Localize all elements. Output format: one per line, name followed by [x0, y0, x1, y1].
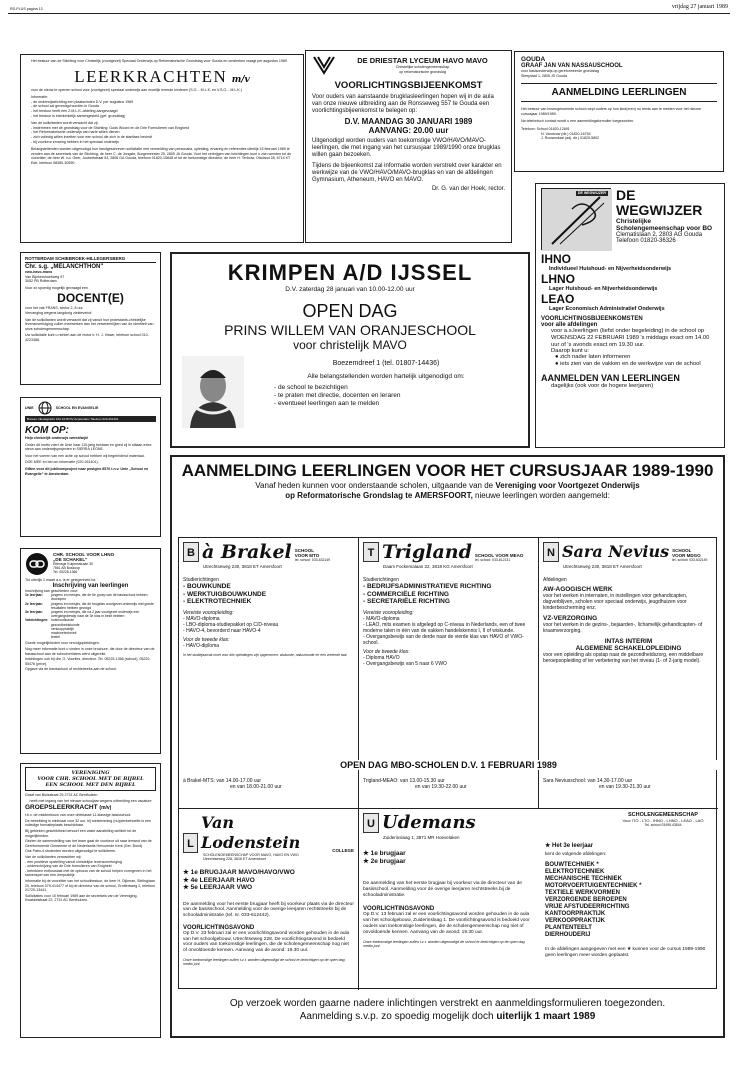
- schakel-p3: Nog meer informatie kunt u vinden in onze brochure, die door de directeur van de basisschool aan de schoolverlaters werd uitgereikt.: [25, 647, 155, 656]
- wegwijzer-s1d: Individueel Huishoud- en Nijverheidsonderwijs: [549, 266, 672, 272]
- unie-header: [25, 401, 156, 415]
- aanmelding-subtitle: [172, 481, 723, 501]
- vereniging-logo: [25, 767, 156, 791]
- trigland-sr: Studierichtingen: [363, 577, 399, 583]
- brakel-name: à Brakel: [202, 541, 292, 563]
- leerkrachten-req-list: [31, 126, 293, 144]
- udemans-name: Udemans: [382, 812, 476, 833]
- krimpen-sub: voor christelijk MAVO: [293, 338, 407, 352]
- vereniging-p4: Bij gebleken geschiktheid behoort een vaste aanstelling wellicht tot de mogelijkheden.: [25, 828, 137, 838]
- udemans-tag2: Voor ITO - LTO - IHNO - LHNO - LEAO - LAO: [622, 818, 704, 823]
- aanmelding-sub-b: Vereniging voor Voortgezet Onderwijs: [495, 481, 640, 490]
- list-item: - het bestuur is interkerkelijk samengesteld (gef. grondslag): [31, 114, 293, 119]
- driestar-sub2: op reformatorische grondslag: [399, 69, 446, 74]
- leerkrachten-sub: voor de nieuw te openen school voor (voortgezet) speciaal onderwijs aan moeilijk lerende kinderen (S.O. - M.L.K. en V.S.O. - M.L.K.): [31, 87, 243, 92]
- brakel-od-times: [183, 778, 282, 790]
- nevius-name: Sara Nevius: [562, 542, 670, 561]
- list-item: ★ 1e BRUGJAAR MAVO/HAVO/VWO: [183, 869, 354, 877]
- schakel-row-4: [25, 618, 156, 639]
- vereniging-p9: Sollicitaties voor 10 februari 1989 aan de secretaris van de Vereniging, Kwakkelstraat 22, 2731 AC Benthuizen.: [25, 893, 138, 903]
- gouda-p2: Na telefonisch contact wordt u een aanmeldingsformulier toegezonden.: [521, 119, 635, 124]
- nevius-a4d: voor een opleiding als opstap naar de gezondheidszorg, een middelbare beroepsopleiding of ter verbetering van het niveau (1- of 2-jarig model).: [543, 652, 704, 664]
- wegwijzer-b2: iets zien van de vakken en de werkwijze van de school: [560, 361, 701, 368]
- brakel-tag2: VOOR MTO: [294, 553, 320, 558]
- wegwijzer-vb2: voor alle afdelingen: [541, 322, 598, 328]
- gouda-tel3: J. Roosendaal (adj. dir.) 01820-5802: [541, 136, 600, 141]
- list-item: BOUWTECHNIEK *: [545, 862, 599, 868]
- krimpen-date: D.V. zaterdag 28 januari van 10.00-12.00 uur: [285, 286, 415, 293]
- schakel-row-3: [25, 610, 156, 618]
- ad-melanchthon: [20, 252, 161, 385]
- schakel-r1v: jongens en meisjes, die de 6e groep van de basisschool hebben doorlopen: [51, 593, 148, 602]
- list-item: - bij voorkeur ervaring hebben in het speciaal onderwijs: [31, 140, 293, 145]
- schakel-r4d: machinetechniek: [51, 631, 77, 636]
- schakel-p5: Opgave via de basisschool of rechtstreeks aan de school.: [25, 667, 117, 672]
- ad-gouda: [514, 51, 724, 172]
- udemans-addr: Zuiderinslaag 1, 3871 MR Hoevelaken: [383, 835, 460, 840]
- aanmelding-schools-frame: [178, 537, 717, 989]
- driestar-p1: Voor ouders van aanstaande brugklasleerlingen hopen wij in de aula van onze nieuwe uitbreiding aan de Ronsseweg 557 te Gouda een voorlichtingsbijeenkomst te belegen op:: [312, 94, 494, 114]
- trigland-tk-items: [363, 655, 534, 667]
- driestar-logo-icon: [312, 55, 336, 75]
- melanchthon-rule: [25, 262, 156, 263]
- lodenstein-header: [183, 813, 354, 853]
- wegwijzer-header: [541, 188, 719, 250]
- third-items: [545, 862, 712, 939]
- krimpen-school: PRINS WILLEM VAN ORANJESCHOOL: [224, 322, 476, 338]
- list-item: - SECRETARIËLE RICHTING: [363, 598, 534, 606]
- vereniging-p3: De betrekking is minimaal voor 32 uur, bij toestemming (nu)plenbehoefte is een volledige formatieplaats beschikbaar.: [25, 818, 152, 828]
- wegwijzer-s3d: Lager Economisch Administratief Onderwijs: [549, 306, 665, 312]
- third-note: In de afdelingen aangegeven met een ★ kunnen voor de cursus 1989-1990 geen leerlingen meer worden geplaatst.: [545, 947, 706, 958]
- nevius-header: [543, 542, 714, 562]
- udemans-logo-icon: U: [363, 813, 379, 833]
- gouda-sub2: Sleepstad 1, 2805 JS Gouda: [521, 73, 567, 78]
- page-header-left: RD-PLUS pagina 13: [10, 7, 43, 11]
- lodenstein-p3: Onze toekomstige leerlingen zullen t.z.t. worden uitgenodigd de school te bezichtigen op de open dag medio juni.: [183, 958, 345, 967]
- vereniging-req-list: [25, 860, 156, 878]
- melanchthon-p1: Voor zo spoedig mogelijk gevraagd een: [25, 285, 88, 290]
- vereniging-l3: EEN SCHOOL MET DEN BIJBEL: [45, 782, 136, 788]
- aanmelding-footer2b: uiterlijk 1 maart 1989: [496, 1011, 596, 1022]
- leerkrachten-info-head: Informatie:: [31, 95, 48, 100]
- list-item: ★ 4e LEERJAAR HAVO: [183, 877, 354, 885]
- list-item: - LBO-diploma-studiepakket op C/D-niveau: [183, 622, 354, 628]
- unie-p1: Onder dit motto voert de Unie haar 110-jarig bestaan en goed zij in stilaan extra steun aan onderwijsprojecten in SIERRA LEONE.: [25, 442, 152, 452]
- third-sub: kent de volgende afdelingen:: [545, 852, 607, 857]
- nevius-od: Sara Neviusschool: van 14.30-17.00 uur: [543, 778, 633, 784]
- driestar-name: DE DRIESTAR LYCEUM HAVO MAVO: [357, 55, 488, 65]
- krimpen-od: OPEN DAG: [302, 301, 398, 321]
- schakel-addr2: 7861 AB Boskoop: [53, 566, 80, 570]
- udemans-tel: Tel. school 03495-43844: [644, 823, 682, 827]
- lodenstein-items: [183, 869, 354, 892]
- list-item: ★ 2e brugjaar: [363, 858, 535, 866]
- gouda-sub1: voor basisonderwijs op gereformeerde grondslag: [521, 69, 599, 73]
- chain-link-icon: [25, 552, 49, 576]
- lodenstein-p1: De aanmelding voor het eerste brugjaar heeft bij voorkeur plaats via de directeur van de basisschool. Aanmelding voor de overige leerjaren rechtstreeks bij de schooladministratie (tel. nr. 033-612442).: [183, 901, 354, 919]
- wegwijzer-tel: Telefoon 01820-36326: [616, 238, 676, 244]
- wegwijzer-bullet-1: ● zich nader laten informeren: [555, 354, 631, 361]
- ad-krimpen: [170, 252, 530, 448]
- schakel-r4k: Vakrichtingen:: [25, 618, 49, 623]
- lodenstein-name: Van Lodenstein: [201, 813, 301, 852]
- trigland-tel: tel. school: 033-612131: [474, 558, 511, 562]
- trigland-od2: en van 19.30-22.00 uur: [415, 784, 467, 790]
- nevius-tag2: VOOR MDGO: [672, 553, 701, 558]
- ad-schakel: [20, 548, 161, 754]
- wegwijzer-aanm2: dagelijks (ook voor de hogere leerjaren): [551, 382, 654, 389]
- gouda-p1: Het bestuur van bovengenoemde school roept ouders op hun kind(eren) nu reeds aan te melden voor het nieuwe cursusjaar 1989/1989.: [521, 107, 702, 116]
- list-item: TEXTIELE WERKVORMEN: [545, 890, 621, 896]
- aanmelding-title: AANMELDING LEERLINGEN VOOR HET CURSUSJAAR 1989-1990: [181, 461, 714, 480]
- krimpen-items: [254, 384, 518, 408]
- list-item: - MAVO-diploma: [183, 616, 354, 622]
- wegwijzer-b1: zich nader laten informeren: [560, 354, 631, 361]
- list-item: VERKOOPPRAKTIJK: [545, 918, 606, 924]
- leerkrachten-title: LEERKRACHTEN: [74, 66, 228, 86]
- krimpen-invite: Alle belangstellenden worden hartelijk uitgenodigd om:: [307, 373, 465, 380]
- leerkrachten-heading: [31, 67, 293, 87]
- ad-unie: [20, 397, 161, 537]
- schakel-p1: Inschrijving kan geschieden voor:: [25, 588, 79, 593]
- wegwijzer-sub2: Scholengemeenschap voor BO: [616, 225, 713, 232]
- brakel-tel: tel. school: 033-632149: [294, 558, 331, 562]
- vereniging-p8: Informatie bij de voorzitter van het schoolbestuur, de heer H. Dijkman, Stirlinglaan 20, telefoon 079-414477 of bij de directeur van de school, Gruttersweg 2, telefoon 01720-13441.: [25, 878, 156, 893]
- list-item: - de school zal gevestigd worden in Gouda: [31, 104, 293, 109]
- portrait-engraving-icon: [182, 356, 244, 428]
- udemans-tag: SCHOLENGEMEENSCHAP: [628, 812, 698, 818]
- vereniging-p1: heeft met ingang van het nieuwe schooljaar wegens uitbreiding een vacature: [29, 798, 152, 803]
- wegwijzer-bullet-2: ● iets zien van de vakken en de werkwijze van de school: [555, 361, 701, 368]
- aanmelding-footer2a: Aanmelding s.v.p. zo spoedig mogelijk doch: [299, 1011, 494, 1022]
- schakel-r2v: jongens en meisjes, die de brugklas voortgezet onderwijs met goede resultaten hebben gevolgd: [51, 601, 154, 610]
- trigland-logo-icon: T: [363, 542, 379, 562]
- aanmelding-sub2: op Reformatorische Grondslag te: [285, 491, 413, 500]
- brakel-note: In het studiejaarvak moet voor alle opleidingen zijn opgenomen: wiskunde, natuurkunde en een vreemde taal.: [183, 652, 348, 657]
- list-item: DIERHOUDERIJ: [545, 932, 591, 938]
- trigland-addr: Daam Fockemalaan 22, 3818 KG Amersfoort: [383, 564, 473, 569]
- gouda-tel2: N. Vandouw (dir.) 01820-16754: [541, 131, 591, 136]
- list-item: - onderschrijving van de Drie formulieren van Enigheid: [25, 864, 156, 869]
- schakel-title: Inschrijving van leerlingen: [52, 582, 129, 589]
- list-item: - instemmen met de grondslag voor de Stichting: Gods Woord en de Drie Formulieren van Enigheid: [31, 126, 293, 131]
- gouda-title: AANMELDING LEERLINGEN: [521, 83, 717, 102]
- header-rule: [8, 13, 730, 14]
- aanmelding-sub3: nieuwe leerlingen worden aangemeld:: [475, 491, 610, 500]
- nevius-a1d: voor het werken in internaten, in instellingen voor gehandicapten, dagverblijven, scholen voor speciaal onderwijs, jeugdhuizen voor kinderbescherming enz.: [543, 593, 688, 611]
- nevius-a1: AW-AGOGISCH WERK: [543, 586, 613, 593]
- melanchthon-addr1: Van Bijnkershoekweg 97: [25, 274, 65, 279]
- trigland-items: [363, 583, 534, 606]
- trigland-vk: Vereiste vooropleiding:: [363, 609, 414, 616]
- unie-sub: Help christelijk onderwijs wereldwijd: [25, 436, 88, 440]
- aanmelding-footer: [172, 997, 723, 1023]
- brakel-tk: Voor de tweede klas:: [183, 636, 230, 643]
- aanmelding-od-title: OPEN DAG MBO-SCHOLEN D.V. 1 FEBRUARI 1989: [179, 760, 718, 770]
- melanchthon-title: DOCENT(E): [57, 291, 124, 306]
- ad-aanmelding: [170, 455, 725, 1038]
- list-item: - LEAO, mits examen is afgelegd op C-niveau in Nederlands, een of twee moderne talen in één van de vakken handelskennis I, II of wiskunde.: [363, 622, 534, 634]
- wegwijzer-addr: Clematislaan 2, 2803 AG Gouda: [616, 232, 703, 238]
- list-item: - een positieve opstelling vanuit christelijke levensovertuiging: [25, 860, 156, 865]
- list-item: KANTOORPRAKTIJK: [545, 911, 606, 917]
- schakel-r4c: verkooppraktijk: [51, 626, 74, 631]
- lodenstein-p2: Op D.V. 23 februari zal er een voorlichtingsavond worden gehouden in de aula van het schoolgebouw, Utrechtseweg 228. De voorlichtingsavond is bedoeld voor ouders van toekomstige leerlingen, die de scholengemeenschap nog niet of onvoldoende kennen. Aanvang van de avond: 19.30 uur.: [183, 930, 350, 954]
- schakel-p2: Goede mogelijkheden voor vervolgopleidingen.: [25, 641, 100, 646]
- udemans-items: [363, 850, 535, 865]
- signpost-icon: [542, 189, 612, 251]
- vereniging-p6: Ook Pabo-4 studenten worden uitgenodigd te solliciteren.: [25, 849, 117, 854]
- nevius-tel: tel. school: 033-632149: [672, 558, 708, 562]
- list-item: ★ 1e brugjaar: [363, 850, 535, 858]
- list-item: - Overgangsbewijs van 5 naar 6 VWO: [363, 661, 534, 667]
- vereniging-l2: VOOR CHR. SCHOOL MET DE BIJBEL: [37, 776, 144, 782]
- page-header-date: vrijdag 27 januari 1989: [671, 4, 728, 10]
- unie-name1: UNIE: [25, 405, 34, 410]
- list-item: PLANTENTEELT: [545, 925, 592, 931]
- schakel-addr1: Ettensge Kuipersstraan 30: [53, 562, 93, 566]
- wegwijzer-s3: LEAO: [541, 292, 575, 306]
- wegwijzer-vb: VOORLICHTINGSBIJEENKOMSTEN: [541, 316, 643, 322]
- ad-leerkrachten: [20, 54, 304, 243]
- udemans-vl: VOORLICHTINGSAVOND: [363, 906, 435, 913]
- udemans-p1: De aanmelding van het eerste brugjaar bij voorkeur via de directeur van de basisschool. Aanmelding voor de overige leerjaren rechtstreeks bij de schooladministratie.: [363, 881, 522, 898]
- lodenstein-addr: Utrechtseweg 228, 3818 ET Amersfoort: [203, 857, 266, 861]
- melanchthon-sub: vwo-havo-mavo: [25, 270, 53, 274]
- vereniging-heading: [25, 804, 156, 811]
- udemans-p3: Onze toekomstige leerlingen zullen t.z.t. worden uitgenodigd de school te bezichtigen op de open dag medio juni.: [363, 939, 525, 948]
- driestar-p2: Uitgenodigd worden ouders van toekomstige VWO/HAVO/MAVO-leerlingen, die met ingang van het cursusjaar 1989/1990 onze brugklas willen gaan bezoeken.: [312, 138, 501, 158]
- schakel-r4e: textiel: [51, 635, 60, 640]
- krimpen-title: KRIMPEN A/D IJSSEL: [227, 260, 473, 285]
- schakel-r3k: 3e leerjaar:: [25, 610, 43, 614]
- trigland-vk-items: [363, 616, 534, 646]
- brakel-od: à Brakel-MTS: van 14.00-17.00 uur: [183, 778, 262, 784]
- list-item: - HAVO-4, bevorderd naar HAVO-4: [183, 628, 354, 634]
- melanchthon-p2: voor het vak FRANS, sector 2, 8 uur.: [25, 306, 84, 311]
- wegwijzer-s2d: Lager Huishoud- en Nijverheidsonderwijs: [549, 286, 658, 292]
- trigland-header: [363, 542, 534, 562]
- list-item: - Diploma HAVO: [363, 655, 534, 661]
- schakel-r4b: gezondheidskunde: [51, 622, 80, 627]
- globe-icon: [37, 401, 53, 415]
- unie-p3: DOE MEE en bel om informatie (020-261401).: [25, 460, 99, 465]
- third-head-text: Het 3e leerjaar: [552, 843, 594, 849]
- unie-p2: Voor het voeren van een actie op school hebben wij begeleidend materiaal.: [25, 453, 145, 458]
- list-item: - betrokken enthousiast met de opbouw van de school helpen vormgeven in het samenspel van een leerpraktijk: [25, 869, 156, 878]
- leerkrachten-intro: Het bestuur van de Stichting voor Christelijk (voortgezet) Speciaal Onderwijs op Reformatorische Grondslag voor Gouda en omstreken vraagt per augustus 1989: [31, 59, 287, 63]
- lodenstein-logo-icon: L: [183, 833, 198, 853]
- nevius-a2d: voor het werken in de gezins-, bejaarden-, lichamelijk gehandicapten- of kraamverzorging.: [543, 622, 703, 634]
- trigland-tk: Voor de tweede klas:: [363, 648, 410, 655]
- brakel-tag1: SCHOOL: [294, 548, 315, 553]
- wegwijzer-p1: voor a.s.leerlingen (liefst onder begeleiding) in de school op WOENSDAG 22 FEBRUARI 1989 's middags exact om 14.00 uur of 's avonds exact om 19.30 uur.: [551, 328, 710, 348]
- aanmelding-footer1: Op verzoek worden gaarne nadere inlichtingen verstrekt en aanmeldingsformulieren toegezonden.: [229, 998, 666, 1009]
- trigland-tag: SCHOOL VOOR MEAO: [474, 553, 524, 558]
- aanmelding-city: AMERSFOORT,: [414, 491, 473, 500]
- wegwijzer-s1: IHNO: [541, 252, 571, 266]
- melanchthon-p5: Uw sollicitatie kunt u richten aan de rector ir. H. J. Visser, telefoon school 010-4223388.: [25, 333, 149, 342]
- schakel-r1k: 1e leerjaar:: [25, 593, 43, 598]
- leerkrachten-req-head: Van de sollicitanten wordt verwacht dat zij:: [31, 121, 99, 126]
- udemans-third-year: [539, 838, 718, 990]
- unie-name2: SCHOOL EN EVANGELIE: [55, 405, 99, 410]
- leerkrachten-mv: m/v: [231, 74, 250, 85]
- third-head: ★ Het 3e leerjaar: [545, 843, 594, 849]
- nevius-logo-icon: N: [543, 542, 559, 562]
- list-item: - de school te bezichtigen: [274, 384, 518, 392]
- vereniging-mv: (m/v): [99, 805, 112, 812]
- unie-addr: Bureau: Nieuwgracht 16A 1018 DV Amsterdam Telefoon 020-261401: [25, 416, 156, 422]
- gouda-school: GRAAF JAN VAN NASSAUSCHOOL: [521, 63, 623, 69]
- wegwijzer-name: DE WEGWIJZER: [616, 187, 703, 218]
- ad-vereniging: [20, 763, 161, 1038]
- wegwijzer-banner: DE WEGWIJZER: [577, 191, 606, 195]
- ad-driestar: [305, 50, 512, 243]
- list-item: - ELEKTROTECHNIEK: [183, 598, 354, 606]
- lodenstein-sub: SCHOLENGEMEENSCHAP VOOR MAVO, HAVO EN VWO: [203, 853, 299, 857]
- trigland-od-times: [363, 778, 467, 790]
- melanchthon-p3: Vervanging wegens langdurig ziekteverlof.: [25, 310, 93, 315]
- list-item: - de onderwijsstichting een plaatsvinden D.V. per augustus 1989: [31, 100, 293, 105]
- leerkrachten-footer: Belangstellenden worden uitgenodigd hun handgeschreven sollicitatie met vermelding van personalia, opleiding, ervaring en referenties uiterlijk 15 februari 1989 te zenden aan de secretaris van de Stichting, de heer C. de Jongste, Burgemeester 25, 2805 JA Gouda. Voor het verkrijgen van inlichtingen kunt u zich wenden tot de voorzitter, de heer W. v.d. Geer, Joubertstraat 53, 2806 GA Gouda, telefoon 01820-15848 of tot de toekomstige directeur, de heer H. Terlouw, Ottoland 28, 6714 KT Ede, telefoon 08380-30590.: [31, 147, 292, 165]
- melanchthon-p4: Van de sollicitanten wordt verwacht dat zij vanuit hun protestants-christelijke levensovertuiging zullen meewerken aan het verwezenlijken van de identiteit van onze scholengemeenschap.: [25, 317, 154, 331]
- list-item: - Overgangsbewijs van de derde naar de vierde klas van HAVO of VWO-school.: [363, 634, 534, 646]
- schakel-p0: Tot uiterlijk 1 maart a.s. is er gelegenheid tot: [25, 578, 96, 582]
- melanchthon-head: ROTTERDAM SCHIEBROEK-HILLEGERSBERG: [25, 256, 126, 261]
- melanchthon-addr2: 3052 PB Rotterdam: [25, 279, 57, 284]
- list-item: - HAVO-diploma: [183, 643, 354, 649]
- driestar-header: [312, 55, 505, 75]
- list-item: - het bestuur heeft een Z.M.L.K.-afdeling aangevraagd: [31, 109, 293, 114]
- list-item: ELEKTROTECHNIEK: [545, 869, 605, 875]
- wegwijzer-sub1: Christelijke: [616, 218, 652, 225]
- wegwijzer-logo: [541, 188, 611, 250]
- list-item: MOTORVOERTUIGENTECHNIEK *: [545, 883, 642, 889]
- list-item: - WERKTUIGBOUWKUNDE: [183, 591, 354, 599]
- gouda-tel: Telefoon: School 01820-12691: [521, 126, 570, 131]
- driestar-p3: Tijdens de bijeenkomst zal informatie worden verstrekt over karakter en werkwijze van de VWO/HAVO/MAVO-brugklas en van de afdelingen Gymnasium, Atheneum, HAVO en MAVO.: [312, 163, 502, 183]
- schakel-r2k: 2e leerjaar:: [25, 601, 43, 606]
- udemans-tag-block: [609, 812, 717, 827]
- list-item: - het Reformatorische onderwijs van harte willen dienen: [31, 130, 293, 135]
- krimpen-addr: Boezemdreef 1 (tel. 01807-14436): [332, 360, 440, 367]
- schakel-header: [25, 552, 156, 576]
- gouda-city: GOUDA: [521, 56, 546, 63]
- list-item: - BEDRIJFSADMINISTRATIEVE RICHTING: [363, 583, 534, 591]
- driestar-sub1: Christelijke scholengemeenschap: [395, 64, 450, 69]
- nevius-a2: VZ-VERZORGING: [543, 615, 598, 622]
- brakel-sr: Studierichtingen: [183, 577, 219, 583]
- list-item: - eventueel leerlingen aan te melden: [274, 400, 518, 408]
- driestar-sign: Dr. G. van der Hoek, rector.: [431, 186, 505, 192]
- vereniging-p0: Graaf van Bloisstraat 25 2731 AC Benthuizen: [25, 793, 98, 797]
- ad-wegwijzer: [535, 183, 725, 448]
- vereniging-p5: Gezien de samenstelling van het team gaat de voorkeur uit naar iemand van de Gereformeerde Gemeente of de Nederlands Hervormde Kerk (Ger. Bond).: [25, 839, 152, 848]
- list-item: - MAVO-diploma: [363, 616, 534, 622]
- brakel-addr: Utrechtseweg 230, 3818 ET Amersfoort: [203, 564, 282, 569]
- brakel-od2: en van 18.00-21.00 uur: [230, 784, 282, 790]
- nevius-a3: INTAS INTERIM: [604, 638, 653, 645]
- schakel-r3v: jongens en meisjes, die na 2 jaar voortgezet onderwijs een overgangsbewijs naar de 3e klas in bezit hebben: [51, 610, 140, 619]
- lodenstein-tag: COLLEGE: [332, 848, 354, 853]
- krimpen-body: [182, 356, 518, 428]
- driestar-date: D.V. MAANDAG 30 JANUARI 1989: [344, 117, 473, 126]
- schakel-name2: „DE SCHAKEL": [53, 557, 88, 562]
- vereniging-title: GROEPSLEERKRACHT: [25, 804, 98, 812]
- driestar-time: AANVANG: 20.00 uur: [368, 126, 449, 135]
- nevius-afd: Afdelingen: [543, 577, 567, 583]
- list-item: VRIJE AFSTUDEERRICHTING: [545, 904, 630, 910]
- brakel-vk-items: [183, 616, 354, 634]
- list-item: ★ 5e LEERJAAR VWO: [183, 884, 354, 892]
- nevius-od2: en van 19.30-21.30 uur: [599, 784, 651, 790]
- schakel-row-2: [25, 602, 156, 610]
- udemans-p2: Op D.V. 13 februari zal er een voorlichtingsavond worden gehouden in de aula van het schoolgebouw, Zuiderinslaag 1. De voorlichtingsavond is bedoeld voor ouders van toekomstige leerlingen, die de scholengemeenschap nog niet of onvoldoende kennen. Aanvang van de avond: 19.30 uur.: [363, 912, 530, 935]
- schakel-name: CHR. SCHOOL VOOR LHNO: [53, 552, 115, 557]
- aanmelding-footer2: [172, 1010, 723, 1023]
- vereniging-p2: t.b.v. de middenbouw van onze drieklasse 11-klassige basisschool.: [25, 813, 132, 818]
- list-item: VERZORGENDE BEROEPEN: [545, 897, 627, 903]
- unie-p4: Giften voor dit jubileumproject naar postgiro 8576 t.n.v. Unie „School en Evangelie" te Amsterdam.: [25, 466, 149, 476]
- schakel-r4a: huishoudkunde: [51, 618, 75, 623]
- list-item: - BOUWKUNDE: [183, 583, 354, 591]
- brakel-tk-items: [183, 643, 354, 649]
- brakel-items: [183, 583, 354, 606]
- udemans-header: [363, 813, 535, 833]
- leerkrachten-info-list: [31, 100, 293, 118]
- vereniging-l1: VERENIGING: [71, 770, 110, 776]
- school-udemans: [359, 809, 539, 990]
- list-item: MECHANISCHE TECHNIEK: [545, 876, 623, 882]
- lodenstein-vl: VOORLICHTINGSAVOND: [183, 924, 255, 931]
- list-item: - zich volledig willen inzetten voor een school die zich in de startfase bevindt: [31, 135, 293, 140]
- wegwijzer-aanm: AANMELDEN VAN LEERLINGEN: [541, 372, 680, 383]
- list-item: - te praten met directie, docenten en leraren: [274, 392, 518, 400]
- unie-title: KOM OP:: [25, 425, 69, 436]
- nevius-od-times: [543, 778, 651, 790]
- vereniging-p7: Van de sollicitanten verwachten wij:: [25, 854, 82, 859]
- school-lodenstein: [179, 809, 359, 990]
- brakel-header: [183, 542, 354, 562]
- trigland-name: Trigland: [382, 541, 472, 563]
- nevius-a4: ALGEMENE SCHAKELOPLEIDING: [575, 645, 682, 652]
- brakel-logo-icon: B: [183, 542, 199, 562]
- trigland-od: Trigland-MEAO: van 13.00-15.30 uur: [363, 778, 445, 784]
- driestar-title: VOORLICHTINGSBIJEENKOMST: [334, 80, 483, 91]
- schakel-row-1: [25, 593, 156, 601]
- brakel-vk: Vereiste vooropleiding:: [183, 609, 234, 616]
- wegwijzer-p2: Daarop kunt u:: [551, 348, 590, 355]
- schakel-p4: Inlichtingen ook bij dhr. G. Voorlies, directeur. Tel. 05225-1366 (school), 05220-55476 (prive).: [25, 657, 151, 666]
- nevius-tag1: SCHOOL: [672, 548, 692, 553]
- list-item: - COMMERCIËLE RICHTING: [363, 591, 534, 599]
- aanmelding-sub1: Vanaf heden kunnen voor onderstaande scholen, uitgaande van de: [255, 481, 494, 490]
- schakel-addr3: Tel. 05225-1366: [53, 570, 78, 574]
- melanchthon-name: Chr. s.g. „MELANCHTHON": [25, 264, 104, 270]
- wegwijzer-s2: LHNO: [541, 272, 575, 286]
- nevius-addr: Utrechtseweg 230, 3818 ET Amersfoort: [563, 564, 642, 569]
